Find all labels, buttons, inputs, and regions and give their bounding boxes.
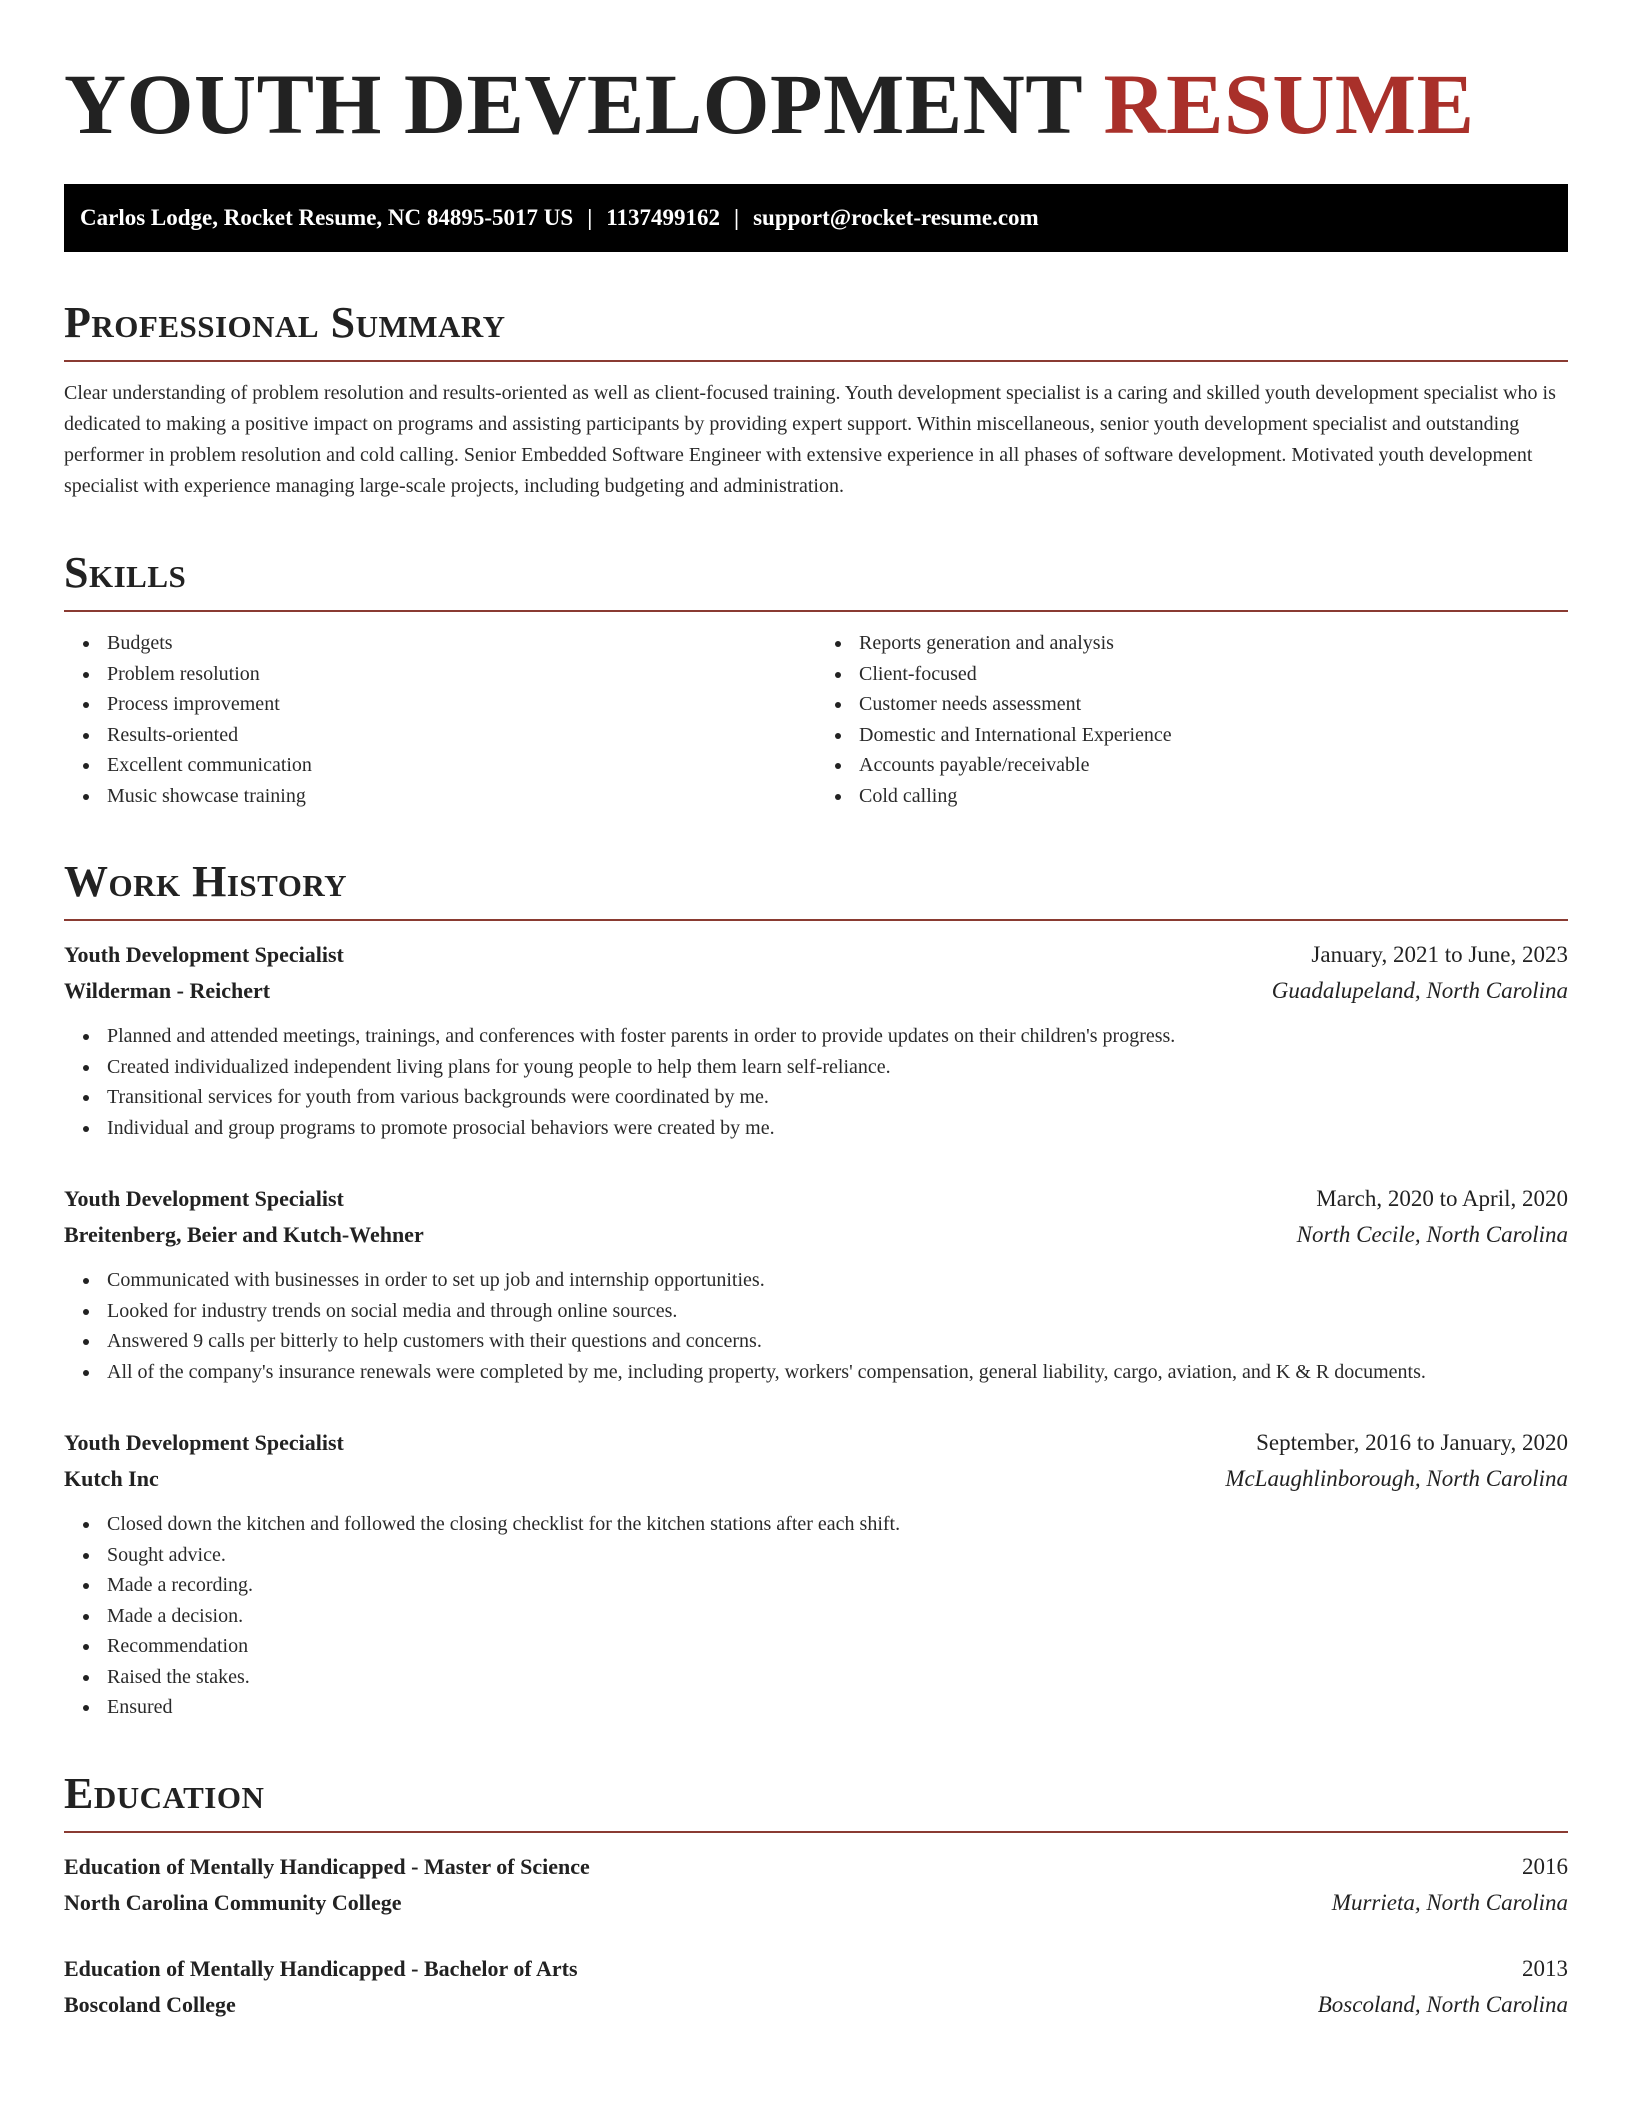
education-location: Murrieta, North Carolina [1331, 1889, 1568, 1915]
skill-item: Excellent communication [107, 750, 816, 781]
title-main: YOUTH DEVELOPMENT [64, 56, 1082, 152]
job-bullet: Planned and attended meetings, trainings, and conferences with foster parents in order to provide updates on their children's progress. [107, 1021, 1568, 1052]
education-section [64, 1769, 1568, 2023]
job-title: Youth Development Specialist [64, 1430, 344, 1455]
job-bullet: Made a recording. [107, 1570, 1568, 1601]
job-location: McLaughlinborough, North Carolina [1225, 1466, 1568, 1491]
skill-item: Process improvement [107, 689, 816, 720]
skill-item: Reports generation and analysis [859, 628, 1568, 659]
education-location: Boscoland, North Carolina [1317, 1991, 1568, 2017]
skill-item: Results-oriented [107, 720, 816, 751]
contact-phone: 1137499162 [606, 205, 720, 230]
job-location: North Cecile, North Carolina [1296, 1222, 1568, 1247]
contact-email: support@rocket-resume.com [753, 205, 1039, 230]
education-school: Boscoland College [64, 1991, 236, 2017]
job-bullets [64, 1509, 1568, 1723]
job-bullets [64, 1021, 1568, 1143]
skill-item: Cold calling [859, 781, 1568, 812]
contact-address: Carlos Lodge, Rocket Resume, NC 84895-5017 US [80, 205, 574, 230]
job-bullet: Raised the stakes. [107, 1662, 1568, 1693]
education-entry [64, 1951, 1568, 2023]
education-year: 2013 [1522, 1955, 1568, 1981]
job-dates: January, 2021 to June, 2023 [1311, 942, 1568, 967]
job-company: Kutch Inc [64, 1466, 159, 1491]
work-history-heading: Work History [64, 857, 348, 906]
section-divider [64, 919, 1568, 921]
job-bullet: Ensured [107, 1692, 1568, 1723]
skill-item: Domestic and International Experience [859, 720, 1568, 751]
skill-item: Problem resolution [107, 659, 816, 690]
job-bullet: Closed down the kitchen and followed the closing checklist for the kitchen stations after each shift. [107, 1509, 1568, 1540]
job-dates: March, 2020 to April, 2020 [1316, 1186, 1568, 1211]
job-bullet: Transitional services for youth from various backgrounds were coordinated by me. [107, 1082, 1568, 1113]
section-divider [64, 610, 1568, 612]
skills-list-right [816, 628, 1568, 811]
education-entry [64, 1849, 1568, 1921]
skills-grid [64, 628, 1568, 811]
job-bullet: Recommendation [107, 1631, 1568, 1662]
summary-text: Clear understanding of problem resolution and results-oriented as well as client-focused training. Youth development specialist is a caring and skilled youth development specialist who is dedicated to making a positive impact on programs and assisting participants by providing expert support. Within miscellaneous, senior youth development specialist and outstanding performer in problem resolution and cold calling. Senior Embedded Software Engineer with extensive experience in all phases of software development. Motivated youth development specialist with experience managing large-scale projects, including budgeting and administration. [64, 382, 1556, 497]
skill-item: Accounts payable/receivable [859, 750, 1568, 781]
page-title [64, 50, 1568, 158]
job-bullet: Answered 9 calls per bitterly to help customers with their questions and concerns. [107, 1326, 1568, 1357]
job-company: Wilderman - Reichert [64, 978, 271, 1003]
skill-item: Client-focused [859, 659, 1568, 690]
job-bullet: Communicated with businesses in order to set up job and internship opportunities. [107, 1265, 1568, 1296]
education-heading: Education [64, 1768, 265, 1818]
job-bullet: Created individualized independent living plans for young people to help them learn self-reliance. [107, 1052, 1568, 1083]
contact-separator: | [587, 205, 593, 230]
section-divider [64, 1831, 1568, 1833]
job-title: Youth Development Specialist [64, 942, 344, 967]
job-company: Breitenberg, Beier and Kutch-Wehner [64, 1222, 424, 1247]
contact-separator: | [734, 205, 740, 230]
job-entry [64, 937, 1568, 1143]
skill-item: Budgets [107, 628, 816, 659]
job-bullets [64, 1265, 1568, 1387]
job-bullet: Looked for industry trends on social media and through online sources. [107, 1296, 1568, 1327]
education-degree: Education of Mentally Handicapped - Master of Science [64, 1853, 590, 1879]
job-location: Guadalupeland, North Carolina [1271, 978, 1568, 1003]
summary-section [64, 298, 1568, 502]
job-title: Youth Development Specialist [64, 1186, 344, 1211]
work-history-section [64, 857, 1568, 1723]
skills-heading: Skills [64, 548, 187, 597]
skill-item: Customer needs assessment [859, 689, 1568, 720]
skill-item: Music showcase training [107, 781, 816, 812]
job-bullet: Made a decision. [107, 1601, 1568, 1632]
title-accent: RESUME [1103, 56, 1475, 152]
education-school: North Carolina Community College [64, 1889, 402, 1915]
skills-list-left [64, 628, 816, 811]
job-bullet: Individual and group programs to promote prosocial behaviors were created by me. [107, 1113, 1568, 1144]
skills-section [64, 548, 1568, 811]
job-entry [64, 1181, 1568, 1387]
education-degree: Education of Mentally Handicapped - Bachelor of Arts [64, 1955, 578, 1981]
job-bullet: All of the company's insurance renewals were completed by me, including property, workers' compensation, general liability, cargo, aviation, and K & R documents. [107, 1357, 1568, 1388]
education-year: 2016 [1522, 1853, 1568, 1879]
section-divider [64, 360, 1568, 362]
job-bullet: Sought advice. [107, 1540, 1568, 1571]
job-dates: September, 2016 to January, 2020 [1256, 1430, 1568, 1455]
contact-bar [64, 184, 1568, 252]
job-entry [64, 1425, 1568, 1723]
summary-heading: Professional Summary [64, 298, 506, 347]
